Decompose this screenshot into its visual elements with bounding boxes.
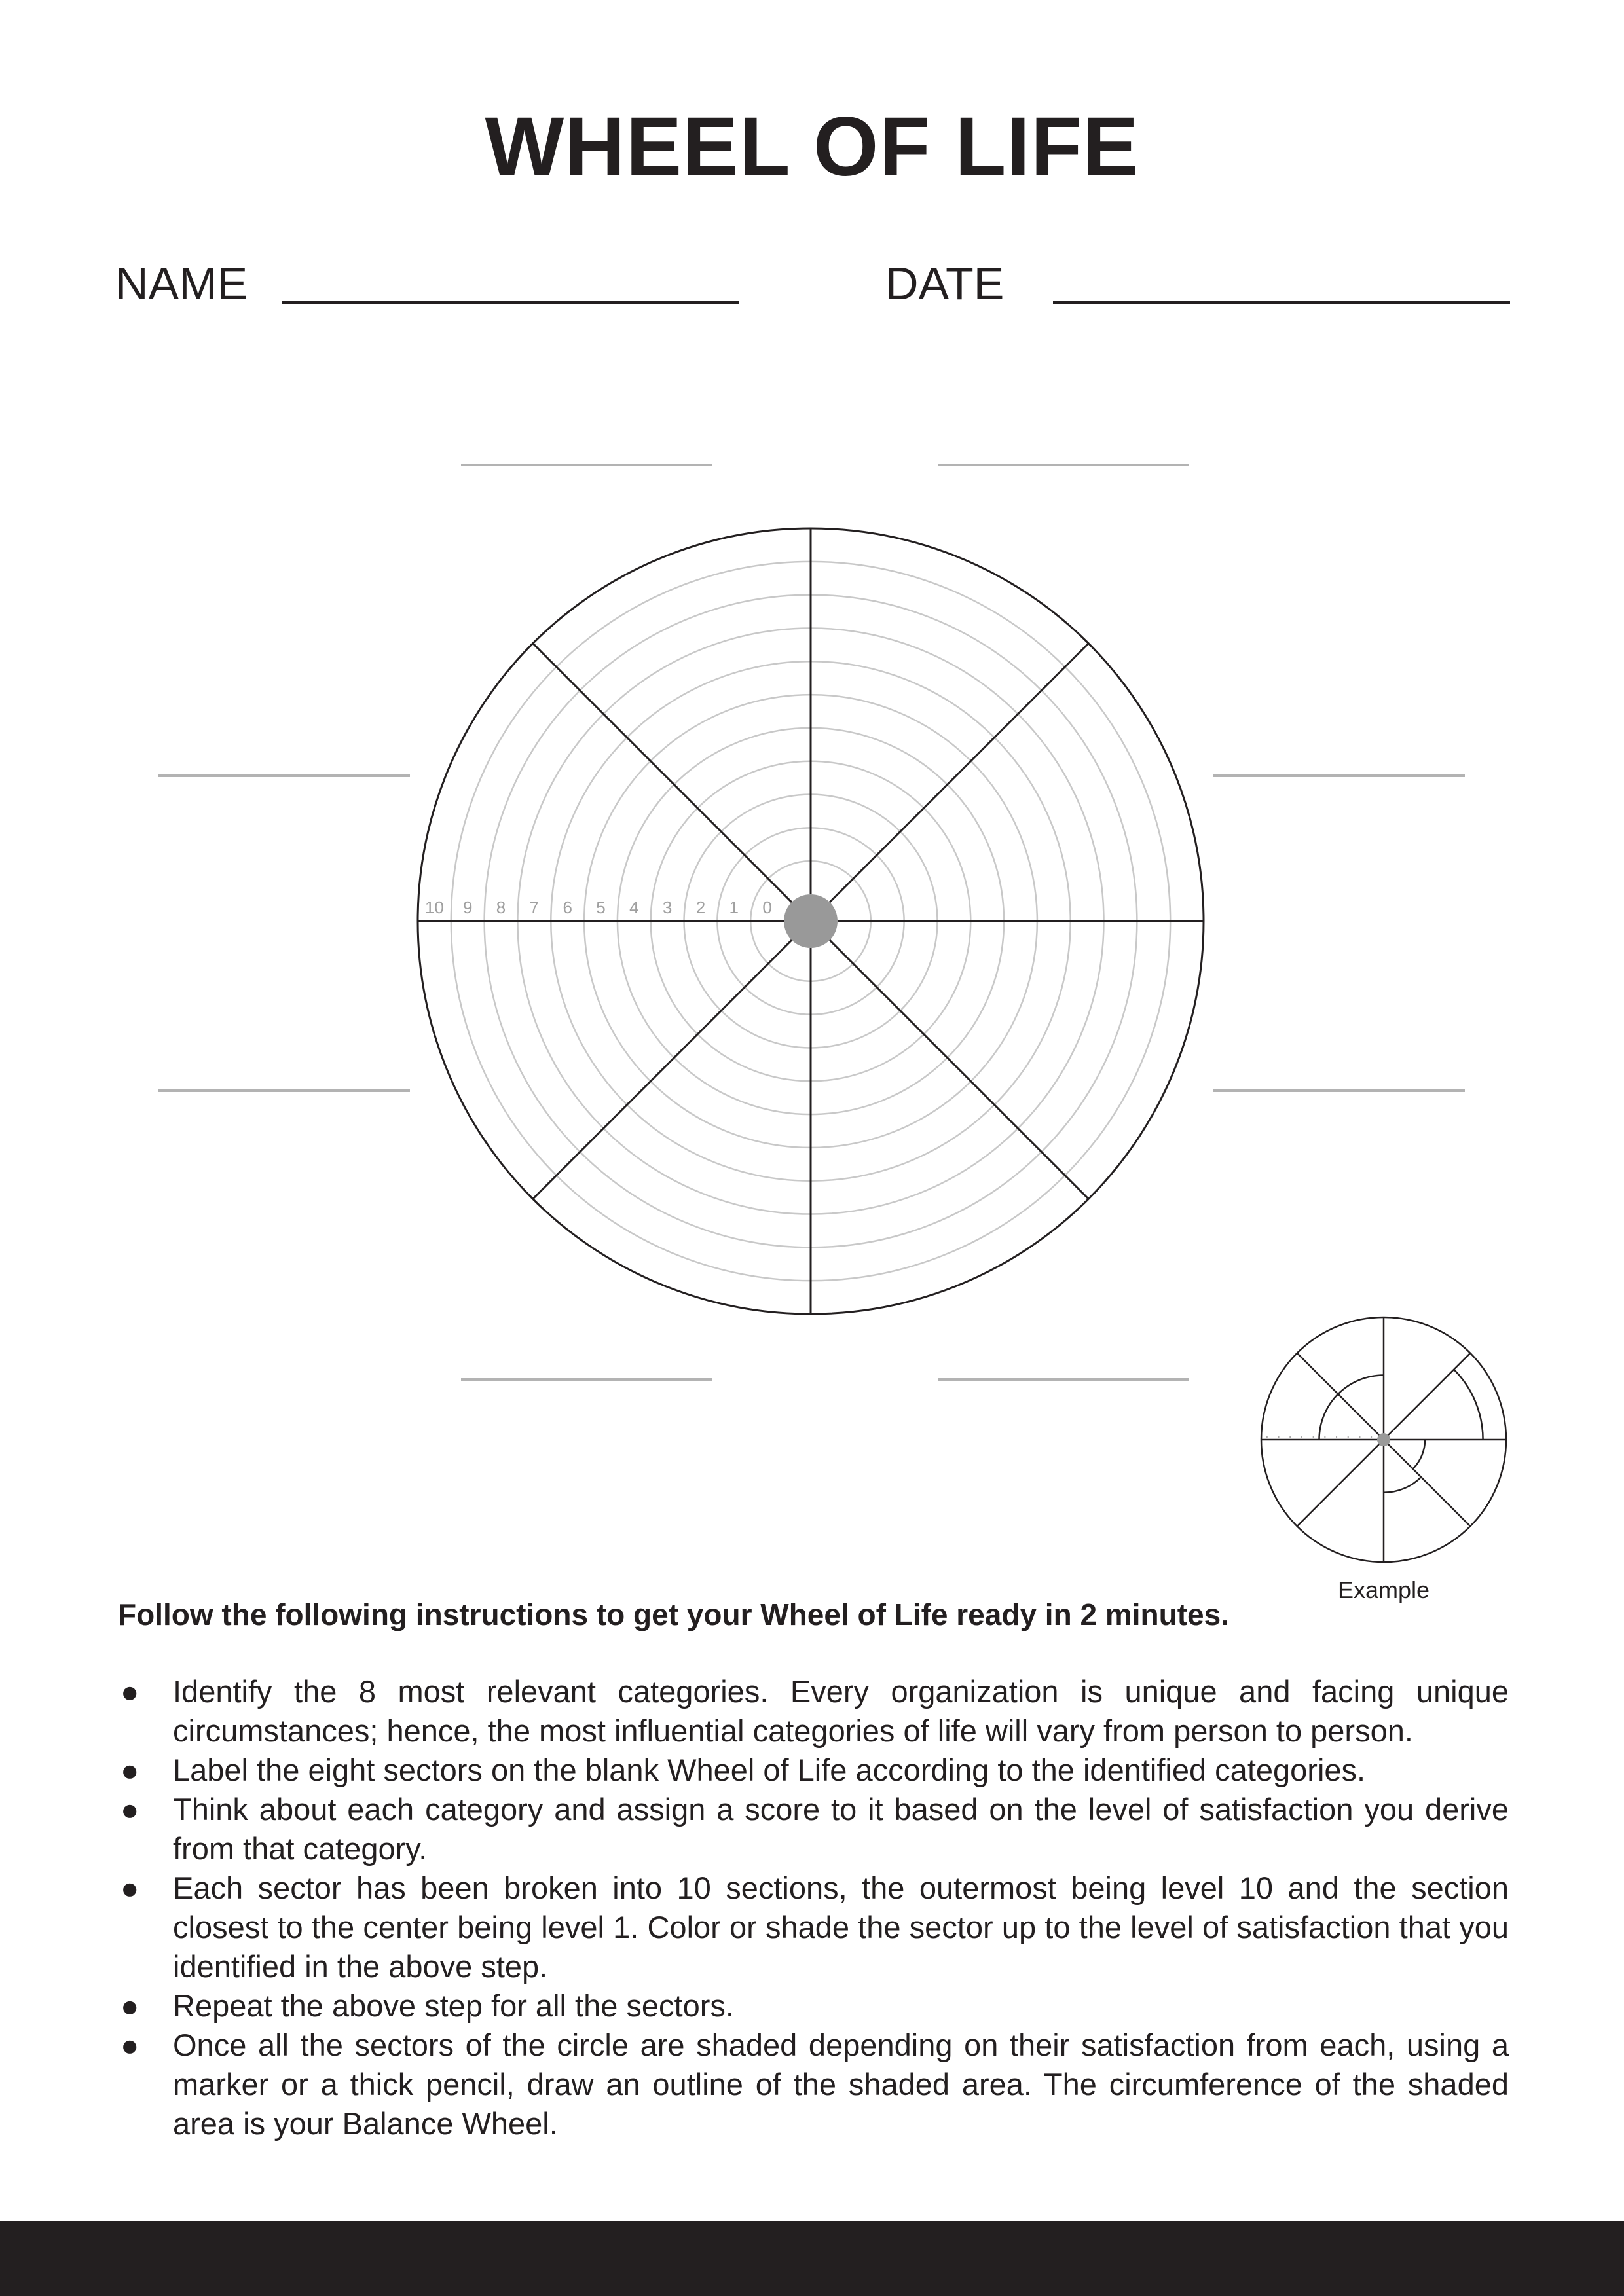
name-field[interactable] [282, 301, 739, 304]
list-item: ● Identify the 8 most relevant categories. Every organization is unique and facing unique circumstances; hence, the most influential categories of life will vary from person to person. [118, 1672, 1509, 1751]
category-blank-top-left[interactable] [461, 464, 712, 466]
example-level-arc [1413, 1440, 1425, 1469]
scale-label: 1 [729, 898, 739, 917]
footer-bar [0, 2221, 1624, 2296]
scale-label: 2 [695, 898, 706, 917]
example-level-arc [1338, 1376, 1384, 1394]
category-blank-bottom-left[interactable] [461, 1378, 712, 1381]
example-level-arc [1454, 1370, 1483, 1440]
center-hub [784, 894, 838, 948]
example-sector-divider [1297, 1353, 1384, 1440]
scale-label: 0 [762, 898, 772, 917]
scale-label: 9 [462, 898, 473, 917]
scale-label: 4 [629, 898, 639, 917]
category-blank-bottom-right[interactable] [938, 1378, 1189, 1381]
bullet-icon: ● [120, 2028, 139, 2062]
category-blank-top-right[interactable] [938, 464, 1189, 466]
list-item: ● Think about each category and assign a score to it based on the level of satisfaction you derive from that category. [118, 1790, 1509, 1868]
name-label: NAME [115, 258, 248, 309]
scale-label: 8 [496, 898, 506, 917]
scale-label: 10 [424, 898, 444, 917]
instructions-heading: Follow the following instructions to get your Wheel of Life ready in 2 minutes. [118, 1597, 1229, 1631]
scale-label: 5 [596, 898, 606, 917]
category-blank-upper-right[interactable] [1213, 774, 1465, 777]
main-wheel [418, 528, 1204, 1314]
scale-label: 3 [662, 898, 673, 917]
list-item: ● Repeat the above step for all the sectors. [118, 1986, 1509, 2026]
scale-label: 7 [529, 898, 540, 917]
example-sector-divider [1384, 1440, 1470, 1526]
date-field[interactable] [1053, 301, 1510, 304]
example-center-hub [1377, 1433, 1390, 1446]
list-item: ● Once all the sectors of the circle are shaded depending on their satisfaction from each, using a marker or a thick pencil, draw an outline of the shaded area. The circumference of the shaded area is your Balance Wheel. [118, 2026, 1509, 2143]
bullet-icon: ● [120, 1792, 139, 1827]
example-level-arc [1320, 1394, 1338, 1440]
list-item: ● Each sector has been broken into 10 sections, the outermost being level 10 and the section closest to the center being level 1. Color or shade the sector up to the level of satisfaction that you identified in the above step. [118, 1868, 1509, 1986]
list-item: ● Label the eight sectors on the blank Wheel of Life according to the identified categories. [118, 1751, 1509, 1790]
bullet-icon: ● [120, 1674, 139, 1709]
example-sector-divider [1297, 1440, 1384, 1526]
example-level-arc [1384, 1477, 1421, 1493]
example-sector-divider [1384, 1353, 1470, 1440]
example-caption: Example [1337, 1576, 1430, 1603]
instructions-list [118, 1672, 1509, 2143]
bullet-icon: ● [120, 1870, 139, 1905]
category-blank-upper-left[interactable] [158, 774, 410, 777]
bullet-icon: ● [120, 1988, 139, 2023]
category-blank-lower-right[interactable] [1213, 1089, 1465, 1092]
example-wheel [1261, 1317, 1506, 1562]
category-blank-lower-left[interactable] [158, 1089, 410, 1092]
page-title: WHEEL OF LIFE [485, 100, 1139, 194]
bullet-icon: ● [120, 1753, 139, 1787]
date-label: DATE [885, 258, 1005, 309]
scale-label: 6 [563, 898, 572, 917]
